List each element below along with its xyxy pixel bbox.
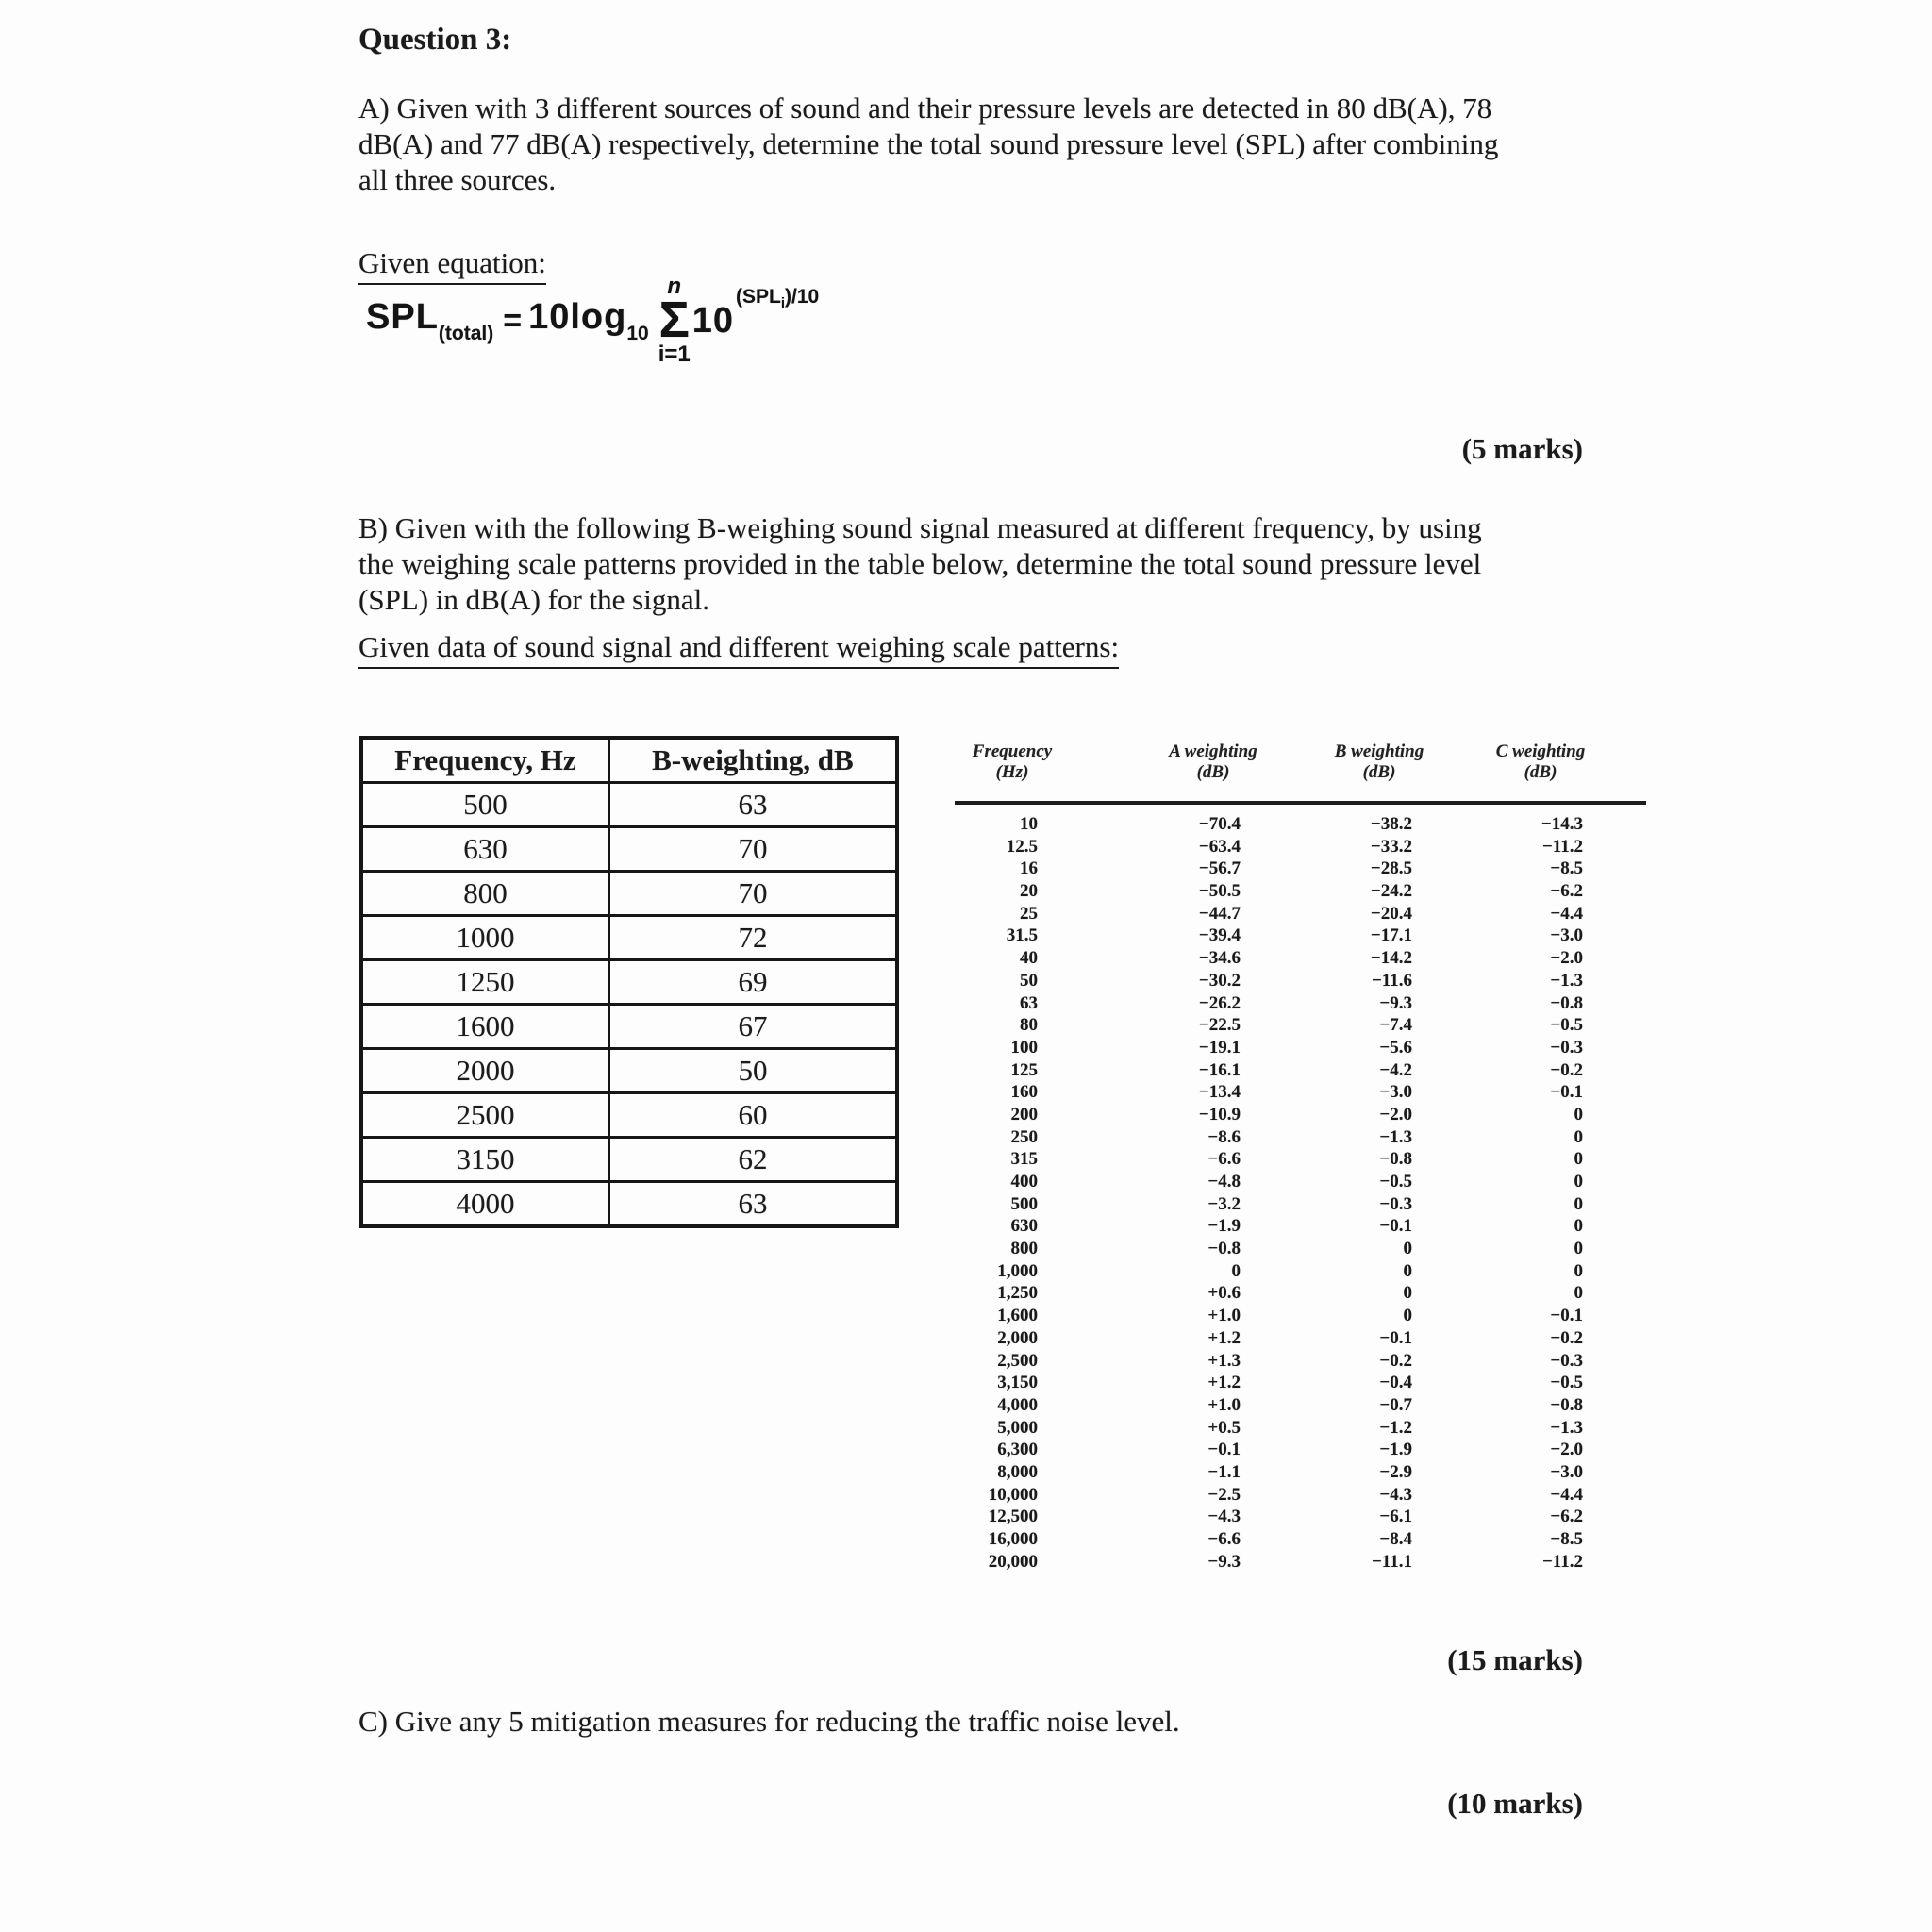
ref-c-weighting-header: C weighting (dB) [1495,741,1586,782]
table-cell: 100 [1010,1037,1038,1058]
table-cell: 12,500 [988,1507,1038,1527]
table-cell: −0.8 [1550,992,1583,1013]
table-cell: −70.4 [1198,814,1241,834]
table-cell: 0 [1574,1149,1583,1170]
table-cell: −6.6 [1208,1529,1241,1549]
table-cell: −11.2 [1541,836,1583,857]
table-cell: −4.2 [1379,1059,1412,1080]
table-cell: −0.2 [1379,1350,1412,1371]
table-row [955,1193,1646,1216]
table-cell: −0.3 [1379,1193,1412,1214]
table-row [955,903,1646,925]
table-row [955,836,1646,858]
table-cell: 62 [608,1138,897,1182]
table-cell: 0 [1574,1172,1583,1191]
table-cell: −2.5 [1208,1484,1241,1505]
weighting-reference-table [955,741,1646,1581]
table-cell: 800 [1010,1239,1038,1259]
table-cell: −3.0 [1550,1461,1583,1482]
equation-lhs-subscript: (total) [438,322,494,344]
table-cell: −6.2 [1550,1507,1583,1527]
table-cell: 0 [1574,1283,1583,1304]
table-row [955,1014,1646,1037]
table-cell: 2,500 [997,1350,1038,1371]
table-row [361,960,897,1005]
table-cell: −2.0 [1550,948,1583,969]
equation-log-base-subscript: 10 [626,322,649,344]
table-cell: −56.7 [1198,858,1241,879]
table-cell: 16,000 [988,1529,1038,1549]
table-cell: −0.7 [1379,1394,1412,1415]
table-cell: −44.7 [1198,903,1241,924]
table-cell: +1.0 [1208,1306,1241,1326]
table-cell: 4,000 [997,1394,1038,1415]
table-cell: 630 [1010,1216,1038,1237]
table-cell: −1.2 [1379,1417,1412,1438]
table-cell: −0.5 [1550,1373,1583,1393]
table-cell: −8.5 [1550,858,1583,879]
table-cell: 200 [1010,1104,1038,1124]
table-row [955,992,1646,1015]
table-cell: 0 [1574,1260,1583,1281]
table-cell: 0 [1403,1239,1412,1259]
table-cell: −0.1 [1208,1440,1241,1460]
table-header-row [361,738,897,783]
summation-upper-limit: n [667,274,682,299]
table-cell: 1,000 [997,1260,1038,1281]
table-cell: 60 [608,1093,897,1138]
table-cell: 70 [608,872,897,916]
table-cell: −2.9 [1379,1461,1412,1482]
table-cell: −4.4 [1550,903,1583,924]
table-cell: +0.6 [1208,1283,1241,1304]
table-row [955,970,1646,992]
table-cell: 0 [1403,1283,1412,1304]
part-a-marks-label: (5 marks) [1461,432,1583,465]
table-cell: 31.5 [1006,925,1038,946]
table-cell: 4000 [361,1182,608,1227]
table-cell: −3.2 [1208,1193,1241,1214]
ref-a-weighting-header: A weighting (dB) [1169,741,1257,782]
table-cell: 0 [1574,1104,1583,1124]
table-cell: 630 [361,827,608,872]
table-cell: −1.3 [1550,970,1583,991]
equation-log-term: $10\log_{10}$ [528,296,649,344]
table-cell: 1,600 [997,1306,1038,1326]
table-row [361,916,897,960]
table-row [361,783,897,827]
table-cell: 3150 [361,1138,608,1182]
table-cell: −0.8 [1379,1149,1412,1170]
table-cell: 250 [1010,1126,1038,1147]
table-cell: −1.3 [1379,1126,1412,1147]
part-c-marks-label: (10 marks) [1447,1787,1583,1820]
table-cell: 0 [1574,1239,1583,1259]
table-row [361,1182,897,1227]
table-cell: 1,250 [997,1283,1038,1304]
table-row [361,1049,897,1093]
table-row [955,1037,1646,1059]
ref-b-weighting-header: B weighting (dB) [1334,741,1424,782]
table-cell: +1.3 [1208,1350,1241,1371]
table-cell: 0 [1574,1216,1583,1237]
table-cell: −30.2 [1198,970,1241,991]
table-cell: −0.3 [1550,1350,1583,1371]
table-row [955,1372,1646,1394]
table-row [955,1461,1646,1484]
table-cell: 10 [1020,814,1038,834]
table-cell: 20 [1020,881,1038,902]
table-row [955,1484,1646,1507]
table-cell: −34.6 [1198,948,1241,969]
table-cell: 1600 [361,1005,608,1049]
sigma-icon: Σ [658,291,690,348]
table-cell: −4.3 [1208,1507,1241,1527]
table-cell: 20,000 [988,1551,1038,1572]
table-cell: 16 [1020,858,1038,879]
table-cell: −16.1 [1198,1059,1241,1080]
table-cell: 40 [1020,948,1038,969]
table-cell: +1.2 [1208,1373,1241,1393]
summation-symbol [658,275,691,366]
table-row [361,1138,897,1182]
text-line: the weighing scale patterns provided in the table below, determine the total sound pressure level [358,547,1482,580]
table-cell: −28.5 [1370,858,1412,879]
table-cell: −3.0 [1379,1082,1412,1103]
header-rule-divider [955,801,1646,805]
table-row [955,1305,1646,1327]
table-cell: 5,000 [997,1417,1038,1438]
table-cell: −8.6 [1208,1126,1241,1147]
table-cell: 2000 [361,1049,608,1093]
b-weighting-table-body [361,783,897,1227]
table-cell: −1.9 [1379,1440,1412,1460]
equation-equals-sign: = [503,302,524,339]
table-cell: 63 [1020,992,1038,1013]
table-cell: −6.2 [1550,881,1583,902]
table-cell: 800 [361,872,608,916]
weighting-table-rows [955,813,1646,1573]
table-cell: +1.2 [1208,1327,1241,1348]
table-cell: −0.3 [1550,1037,1583,1058]
table-cell: 400 [1010,1172,1038,1191]
equation-lhs: $SPL_{(total)}$ [366,296,494,344]
table-cell: 3,150 [997,1373,1038,1393]
table-cell: 50 [1020,970,1038,991]
table-row [955,1506,1646,1528]
table-cell: 315 [1010,1149,1038,1170]
table-cell: −10.9 [1198,1104,1241,1124]
table-cell: 2,000 [997,1327,1038,1348]
ref-frequency-header: Frequency (Hz) [972,741,1053,782]
table-cell: −8.4 [1379,1529,1412,1549]
table-cell: −17.1 [1370,925,1412,946]
table-cell: −0.1 [1379,1327,1412,1348]
summation-lower-limit: i=1 [658,341,691,367]
table-row [955,1439,1646,1461]
text-line: (SPL) in dB(A) for the signal. [358,583,709,616]
table-cell: 69 [608,960,897,1005]
table-cell: 125 [1010,1059,1038,1080]
table-cell: −0.2 [1550,1059,1583,1080]
table-cell: −26.2 [1198,992,1241,1013]
table-cell: +0.5 [1208,1417,1241,1438]
table-cell: 2500 [361,1093,608,1138]
table-cell: 72 [608,916,897,960]
b-weighting-signal-table [359,736,899,1228]
text-line: all three sources. [358,163,557,196]
table-cell: −5.6 [1379,1037,1412,1058]
text-line: B) Given with the following B-weighing sound signal measured at different frequency, by using [358,511,1482,544]
table-row [955,1260,1646,1283]
table-row [955,1171,1646,1193]
table-cell: −0.4 [1379,1373,1412,1393]
table-cell: 63 [608,1182,897,1227]
text-line: dB(A) and 77 dB(A) respectively, determine the total sound pressure level (SPL) after combining [358,127,1499,160]
table-cell: −0.5 [1379,1172,1412,1191]
table-cell: 12.5 [1006,836,1038,857]
table-cell: −0.8 [1208,1239,1241,1259]
question-title: Question 3: [358,23,512,57]
table-row [955,813,1646,836]
table-row [955,1350,1646,1373]
table-cell: −0.1 [1550,1306,1583,1326]
table-cell: 0 [1574,1126,1583,1147]
part-b-text [358,510,1482,618]
part-b-marks-label: (15 marks) [1447,1643,1583,1676]
table-row [361,1093,897,1138]
table-cell: −0.1 [1550,1082,1583,1103]
table-row [955,1394,1646,1417]
table-row [955,1081,1646,1104]
table-cell: −4.8 [1208,1172,1241,1191]
table-row [361,872,897,916]
table-cell: −11.1 [1371,1551,1412,1572]
table-cell: 67 [608,1005,897,1049]
table-cell: −20.4 [1370,903,1412,924]
equation-base-ten: 10 [691,300,735,341]
table-cell: −6.6 [1208,1149,1241,1170]
table-cell: 6,300 [997,1440,1038,1460]
table-row [955,1148,1646,1171]
table-cell: −1.9 [1208,1216,1241,1237]
table-cell: 500 [1010,1193,1038,1214]
table-cell: −22.5 [1198,1015,1241,1036]
table-row [955,1528,1646,1551]
table-cell: 25 [1020,903,1038,924]
table-row [955,1126,1646,1149]
b-weighting-column-header: B-weighting, dB [608,738,897,783]
table-cell: −24.2 [1370,881,1412,902]
table-cell: 0 [1403,1260,1412,1281]
table-cell: −38.2 [1370,814,1412,834]
table-cell: −11.2 [1541,1551,1583,1572]
table-cell: −9.3 [1379,992,1412,1013]
text-line: A) Given with 3 different sources of sound and their pressure levels are detected in 80 dB(A), 78 [358,92,1492,125]
table-cell: 50 [608,1049,897,1093]
table-cell: −39.4 [1198,925,1241,946]
frequency-column-header: Frequency, Hz [361,738,608,783]
table-cell: +1.0 [1208,1394,1241,1415]
table-cell: 500 [361,783,608,827]
table-cell: 1250 [361,960,608,1005]
table-cell: 0 [1403,1306,1412,1326]
table-cell: −6.1 [1379,1507,1412,1527]
table-cell: −11.6 [1371,970,1412,991]
table-cell: −2.0 [1379,1104,1412,1124]
table-cell: −4.3 [1379,1484,1412,1505]
given-data-heading: Given data of sound signal and different weighing scale patterns: [358,630,1119,669]
table-row [955,1551,1646,1574]
table-row [955,1417,1646,1440]
table-cell: 0 [1574,1193,1583,1214]
table-cell: −2.0 [1550,1440,1583,1460]
table-cell: −13.4 [1198,1082,1241,1103]
equation-exponent-index: i [780,294,786,311]
table-cell: −19.1 [1198,1037,1241,1058]
table-cell: −0.5 [1550,1015,1583,1036]
table-row [955,858,1646,880]
table-row [361,827,897,872]
equation-exponent: (SPLi)/10 [736,285,820,311]
table-cell: −7.4 [1379,1015,1412,1036]
table-cell: −0.8 [1550,1394,1583,1415]
given-equation-heading: Given equation: [358,246,546,285]
table-cell: 1000 [361,916,608,960]
table-cell: 10,000 [988,1484,1038,1505]
table-row [361,1005,897,1049]
table-cell: 63 [608,783,897,827]
table-cell: −0.1 [1379,1216,1412,1237]
table-cell: −4.4 [1550,1484,1583,1505]
table-row [955,947,1646,970]
table-cell: −0.2 [1550,1327,1583,1348]
table-row [955,1104,1646,1126]
table-cell: −14.3 [1541,814,1583,834]
table-cell: −50.5 [1198,881,1241,902]
table-cell: −8.5 [1550,1529,1583,1549]
table-row [955,880,1646,903]
part-c-text: C) Give any 5 mitigation measures for reducing the traffic noise level. [358,1705,1180,1738]
table-row [955,1059,1646,1082]
spl-total-equation [366,274,820,367]
table-row [955,1282,1646,1305]
table-cell: −9.3 [1208,1551,1241,1572]
table-cell: 160 [1010,1082,1038,1103]
part-a-text [358,91,1498,198]
table-cell: −3.0 [1550,925,1583,946]
table-cell: 0 [1231,1260,1241,1281]
table-cell: 8,000 [997,1461,1038,1482]
table-row [955,924,1646,947]
table-cell: −63.4 [1198,836,1241,857]
table-cell: 80 [1020,1015,1038,1036]
table-cell: −1.3 [1550,1417,1583,1438]
table-cell: 70 [608,827,897,872]
table-row [955,1215,1646,1238]
table-row [955,1238,1646,1260]
table-row [955,1327,1646,1350]
table-cell: −1.1 [1208,1461,1241,1482]
table-cell: −14.2 [1370,948,1412,969]
table-cell: −33.2 [1370,836,1412,857]
